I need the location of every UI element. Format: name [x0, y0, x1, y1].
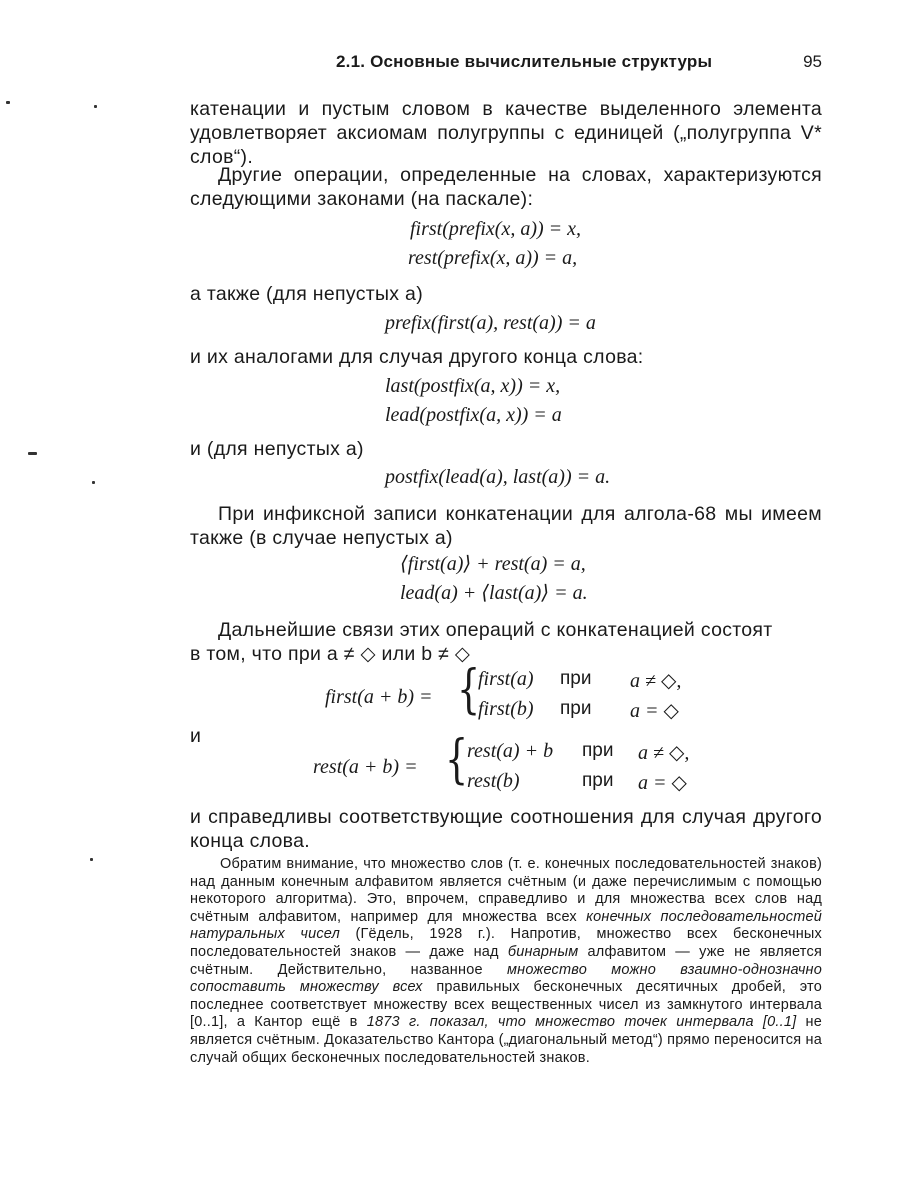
formula-lead-postfix: lead(postfix(a, x)) = a: [385, 404, 562, 426]
formula-lead-plus-last: lead(a) + ⟨last(a)⟩ = a.: [400, 582, 588, 604]
formula-rest-prefix: rest(prefix(x, a)) = a,: [408, 247, 578, 269]
case2-row1-word: при: [582, 740, 614, 761]
case1-brace: {: [457, 660, 481, 720]
scan-speck: [94, 105, 97, 108]
note-text-4: правильных бесконечных десятичных дробей, это последнее соответствует множеству всех вещественных чисел из замкнутого интервала [0..1], а Кантор ещё в: [190, 979, 822, 1031]
paragraph-4: и их аналогами для случая другого конца слова:: [190, 346, 644, 368]
case2-row1-expr: rest(a) + b: [467, 740, 554, 762]
note-emph-2: бинарным: [507, 943, 579, 960]
paragraph-3: а также (для непустых a): [190, 283, 423, 305]
running-header: [190, 52, 822, 76]
scan-speck: [92, 481, 95, 484]
case1-row2-word: при: [560, 698, 592, 719]
case1-row1-expr: first(a): [478, 668, 534, 690]
case2-row2-word: при: [582, 770, 614, 791]
case2-row2-expr: rest(b): [467, 770, 520, 792]
section-title: 2.1. Основные вычислительные структуры: [336, 52, 713, 71]
paragraph-2: Другие операции, определенные на словах, характеризуются следующими законами (на паскале):: [190, 164, 822, 210]
case1-row2-expr: first(b): [478, 698, 534, 720]
note-text-3: алфавитом — уже не является счётным. Действительно, названное: [190, 943, 822, 978]
case2-row1-cond: a ≠ ◇,: [638, 742, 690, 764]
scan-speck: [28, 452, 37, 455]
case2-lhs: rest(a + b) =: [313, 756, 418, 778]
note-emph-1: конечных последовательностей натуральных чисел: [190, 908, 823, 943]
formula-first-plus-rest: ⟨first(a)⟩ + rest(a) = a,: [400, 553, 586, 575]
case2-brace: {: [445, 730, 469, 790]
page-number: 95: [803, 52, 822, 71]
formula-prefix-first-rest: prefix(first(a), rest(a)) = a: [385, 312, 596, 334]
paragraph-6: При инфиксной записи конкатенации для алгола-68 мы имеем также (в случае непустых a): [190, 503, 822, 549]
note-text-5: не является счётным. Доказательство Кантора („диагональный метод“) прямо переносится на случай общих бесконечных последовательностей знаков.: [190, 1014, 823, 1066]
paragraph-5: и (для непустых a): [190, 438, 364, 460]
paragraph-1: катенации и пустым словом в качестве выделенного элемента удовлетворяет аксиомам полугруппы с единицей („полугруппа V* слов“).: [190, 98, 822, 168]
note-emph-4: 1873 г. показал, что множество точек интервала [0..1]: [366, 1014, 797, 1031]
formula-postfix-lead-last: postfix(lead(a), last(a)) = a.: [385, 466, 611, 488]
case1-row1-word: при: [560, 668, 592, 689]
note-text-2: (Гёдель, 1928 г.). Напротив, множество всех бесконечных последовательностей знаков — даже над: [190, 926, 823, 960]
case2-row2-cond: a = ◇: [638, 772, 687, 794]
case1-row1-cond: a ≠ ◇,: [630, 670, 682, 692]
footnote-block: [190, 856, 822, 1067]
note-text-1: Обратим внимание, что множество слов (т. е. конечных последовательностей знаков) над данным конечным алфавитом является счётным (и даже перечислимым с помощью некоторого алгоритма). Это, впрочем, справедливо и для множества всех слов над счётным алфавитом, например для множества всех: [190, 856, 822, 925]
paragraph-7b: в том, что при a ≠ ◇ или b ≠ ◇: [190, 643, 471, 665]
paragraph-8: и справедливы соответствующие соотношения для случая другого конца слова.: [190, 806, 822, 852]
paragraph-7a: Дальнейшие связи этих операций с конкатенацией состоят: [218, 619, 773, 641]
case1-row2-cond: a = ◇: [630, 700, 679, 722]
note-emph-3: множество можно взаимно-однозначно сопоставить множеству всех: [190, 961, 822, 996]
case1-lhs: first(a + b) =: [325, 686, 433, 708]
and-word: и: [190, 725, 202, 747]
formula-last-postfix: last(postfix(a, x)) = x,: [385, 375, 561, 397]
scan-speck: [6, 101, 10, 104]
scan-speck: [90, 858, 93, 861]
formula-first-prefix: first(prefix(x, a)) = x,: [410, 218, 582, 240]
